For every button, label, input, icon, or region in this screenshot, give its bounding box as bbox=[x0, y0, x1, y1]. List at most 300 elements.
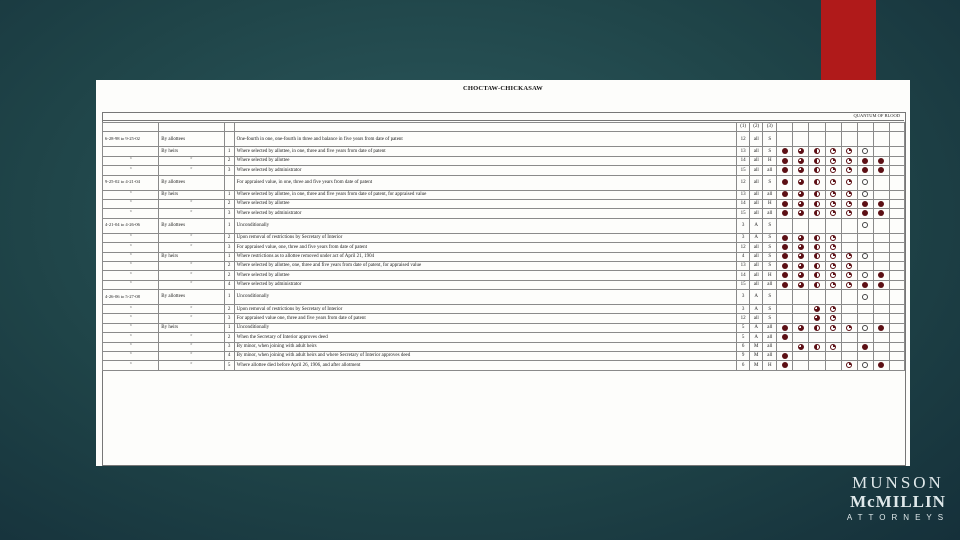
col3-cell: S bbox=[763, 218, 777, 233]
blood-quantum-cell bbox=[873, 352, 889, 361]
quantum-mark-icon bbox=[782, 325, 788, 331]
quantum-mark-icon bbox=[862, 167, 868, 173]
col3-cell: S bbox=[763, 290, 777, 305]
quantum-mark-icon bbox=[862, 148, 868, 154]
blood-quantum-cell bbox=[873, 323, 889, 332]
col3-cell: H bbox=[763, 199, 777, 208]
col3-cell: S bbox=[763, 132, 777, 147]
blood-quantum-cell bbox=[793, 166, 809, 175]
table-row bbox=[103, 271, 905, 280]
condition-cell: Upon removal of restrictions by Secretary of Interior bbox=[234, 305, 737, 314]
col2-cell: A bbox=[750, 305, 763, 314]
blood-quantum-cell bbox=[777, 352, 793, 361]
quantum-mark-icon bbox=[878, 362, 884, 368]
blood-quantum-cell bbox=[873, 252, 889, 261]
blood-quantum-cell bbox=[857, 314, 873, 323]
blood-quantum-cell bbox=[857, 352, 873, 361]
col3-cell: H bbox=[763, 156, 777, 165]
quantum-mark-icon bbox=[862, 294, 868, 300]
col1-cell: 14 bbox=[737, 199, 750, 208]
quantum-mark-icon bbox=[814, 253, 820, 259]
blood-quantum-cell bbox=[841, 314, 857, 323]
condition-cell: Where selected by allottee, in one, three and five years from date of patent bbox=[234, 147, 737, 156]
number-cell: 2 bbox=[224, 199, 234, 208]
col1-cell: 6 bbox=[737, 361, 750, 370]
col2-cell: M bbox=[750, 342, 763, 351]
quantum-mark-icon bbox=[862, 282, 868, 288]
quantum-mark-icon bbox=[814, 191, 820, 197]
grantor-cell: " bbox=[159, 342, 224, 351]
table-row bbox=[103, 209, 905, 218]
condition-cell: For appraised value, one, three and five years from date of patent bbox=[234, 243, 737, 252]
quantum-mark-icon bbox=[846, 325, 852, 331]
col1-cell: 14 bbox=[737, 156, 750, 165]
quantum-mark-icon bbox=[862, 179, 868, 185]
blood-quantum-cell bbox=[825, 199, 841, 208]
blood-quantum-cell bbox=[809, 271, 825, 280]
date-cell: " bbox=[103, 314, 159, 323]
blood-quantum-cell bbox=[889, 190, 904, 199]
quantum-mark-icon bbox=[830, 325, 836, 331]
grantor-cell: " bbox=[159, 243, 224, 252]
quantum-mark-icon bbox=[782, 362, 788, 368]
blood-quantum-cell bbox=[873, 314, 889, 323]
blood-quantum-cell bbox=[793, 361, 809, 370]
blood-quantum-cell bbox=[873, 342, 889, 351]
choctaw-chickasaw-table bbox=[102, 122, 905, 371]
blood-quantum-cell bbox=[841, 290, 857, 305]
blood-quantum-cell bbox=[873, 333, 889, 342]
date-cell: " bbox=[103, 361, 159, 370]
blood-quantum-cell bbox=[857, 323, 873, 332]
blood-quantum-cell bbox=[809, 233, 825, 242]
quantum-mark-icon bbox=[862, 222, 868, 228]
condition-cell: Unconditionally bbox=[234, 290, 737, 305]
blood-quantum-cell bbox=[777, 132, 793, 147]
blood-quantum-cell bbox=[873, 218, 889, 233]
quantum-mark-icon bbox=[782, 201, 788, 207]
col3-cell: all bbox=[763, 352, 777, 361]
grantor-cell: " bbox=[159, 361, 224, 370]
blood-quantum-cell bbox=[873, 156, 889, 165]
blood-quantum-cell bbox=[793, 305, 809, 314]
blood-quantum-cell bbox=[873, 233, 889, 242]
date-cell: 4-21-04 to 4-26-06 bbox=[103, 218, 159, 233]
quantum-mark-icon bbox=[830, 253, 836, 259]
col2-cell: A bbox=[750, 333, 763, 342]
number-cell: 2 bbox=[224, 271, 234, 280]
blood-quantum-cell bbox=[841, 233, 857, 242]
blood-quantum-cell bbox=[793, 175, 809, 190]
blood-quantum-cell bbox=[841, 209, 857, 218]
blood-quantum-cell bbox=[809, 352, 825, 361]
quantum-mark-icon bbox=[782, 353, 788, 359]
col2-cell: M bbox=[750, 361, 763, 370]
blood-quantum-cell bbox=[793, 132, 809, 147]
blood-quantum-cell bbox=[809, 280, 825, 289]
blood-quantum-cell bbox=[841, 147, 857, 156]
blood-quantum-cell bbox=[857, 233, 873, 242]
blood-quantum-cell bbox=[793, 147, 809, 156]
blood-quantum-cell bbox=[777, 280, 793, 289]
blood-quantum-cell bbox=[857, 261, 873, 270]
col1-cell: 13 bbox=[737, 190, 750, 199]
blood-quantum-cell bbox=[825, 175, 841, 190]
quantum-mark-icon bbox=[782, 167, 788, 173]
table-row bbox=[103, 342, 905, 351]
blood-quantum-cell bbox=[873, 175, 889, 190]
quantum-mark-icon bbox=[798, 158, 804, 164]
quantum-mark-icon bbox=[830, 263, 836, 269]
quantum-mark-icon bbox=[830, 344, 836, 350]
col3-cell: H bbox=[763, 271, 777, 280]
condition-cell: Upon removal of restrictions by Secretary of Interior bbox=[234, 233, 737, 242]
blood-quantum-cell bbox=[857, 333, 873, 342]
blood-quantum-cell bbox=[825, 132, 841, 147]
col1-cell: 14 bbox=[737, 271, 750, 280]
col1-cell: 15 bbox=[737, 280, 750, 289]
blood-quantum-cell bbox=[841, 361, 857, 370]
blood-quantum-cell bbox=[809, 209, 825, 218]
table-row bbox=[103, 361, 905, 370]
grantor-cell: " bbox=[159, 209, 224, 218]
blood-quantum-cell bbox=[793, 218, 809, 233]
table-row bbox=[103, 305, 905, 314]
blood-quantum-cell bbox=[793, 233, 809, 242]
blood-quantum-cell bbox=[825, 243, 841, 252]
col1-cell: 3 bbox=[737, 233, 750, 242]
blood-quantum-cell bbox=[825, 323, 841, 332]
red-accent-bar bbox=[821, 0, 876, 80]
col2-cell: all bbox=[750, 314, 763, 323]
col3-cell: S bbox=[763, 314, 777, 323]
blood-quantum-cell bbox=[889, 156, 904, 165]
document-image bbox=[96, 80, 910, 466]
date-cell: " bbox=[103, 166, 159, 175]
quantum-mark-icon bbox=[862, 191, 868, 197]
date-cell: " bbox=[103, 271, 159, 280]
blood-quantum-cell bbox=[841, 252, 857, 261]
number-cell: 3 bbox=[224, 314, 234, 323]
logo-line-1: MUNSON bbox=[852, 473, 944, 492]
blood-quantum-cell bbox=[857, 132, 873, 147]
col3-cell: S bbox=[763, 233, 777, 242]
table-row bbox=[103, 147, 905, 156]
quantum-mark-icon bbox=[846, 191, 852, 197]
blood-quantum-cell bbox=[793, 290, 809, 305]
quantum-mark-icon bbox=[814, 263, 820, 269]
number-cell: 2 bbox=[224, 333, 234, 342]
col2-cell: all bbox=[750, 209, 763, 218]
condition-cell: Where selected by allottee bbox=[234, 271, 737, 280]
quantum-mark-icon bbox=[846, 158, 852, 164]
table-row bbox=[103, 175, 905, 190]
blood-quantum-cell bbox=[809, 175, 825, 190]
number-cell bbox=[224, 175, 234, 190]
number-cell: 2 bbox=[224, 233, 234, 242]
quantum-mark-icon bbox=[830, 282, 836, 288]
quantum-mark-icon bbox=[798, 325, 804, 331]
quantum-mark-icon bbox=[878, 210, 884, 216]
blood-quantum-cell bbox=[793, 243, 809, 252]
blood-quantum-cell bbox=[777, 147, 793, 156]
quantum-mark-icon bbox=[782, 244, 788, 250]
blood-quantum-cell bbox=[777, 218, 793, 233]
table-row bbox=[103, 190, 905, 199]
col1-cell: 5 bbox=[737, 333, 750, 342]
blood-quantum-cell bbox=[857, 147, 873, 156]
col2-cell: all bbox=[750, 175, 763, 190]
table-row bbox=[103, 314, 905, 323]
quantum-mark-icon bbox=[846, 179, 852, 185]
grantor-cell: By allottees bbox=[159, 132, 224, 147]
blood-quantum-cell bbox=[825, 233, 841, 242]
quantum-mark-icon bbox=[830, 210, 836, 216]
number-cell: 1 bbox=[224, 218, 234, 233]
grantor-cell: " bbox=[159, 314, 224, 323]
blood-quantum-cell bbox=[889, 361, 904, 370]
blood-quantum-cell bbox=[873, 290, 889, 305]
document-title: CHOCTAW-CHICKASAW bbox=[463, 85, 543, 92]
date-cell: " bbox=[103, 252, 159, 261]
number-cell: 1 bbox=[224, 323, 234, 332]
col2-cell: A bbox=[750, 323, 763, 332]
quantum-mark-icon bbox=[782, 179, 788, 185]
condition-cell: Unconditionally bbox=[234, 218, 737, 233]
condition-cell: Where selected by administrator bbox=[234, 280, 737, 289]
col2-cell: all bbox=[750, 199, 763, 208]
blood-quantum-cell bbox=[857, 190, 873, 199]
col1-cell: 12 bbox=[737, 175, 750, 190]
table-row bbox=[103, 261, 905, 270]
quantum-mark-icon bbox=[830, 315, 836, 321]
col1-cell: 12 bbox=[737, 314, 750, 323]
quantum-mark-icon bbox=[782, 210, 788, 216]
quantum-mark-icon bbox=[798, 253, 804, 259]
blood-quantum-cell bbox=[825, 252, 841, 261]
col1-cell: 15 bbox=[737, 166, 750, 175]
quantum-mark-icon bbox=[782, 158, 788, 164]
quantum-mark-icon bbox=[814, 344, 820, 350]
quantum-mark-icon bbox=[846, 148, 852, 154]
blood-quantum-cell bbox=[841, 156, 857, 165]
table-row bbox=[103, 132, 905, 147]
column-header-1: (1) bbox=[737, 123, 750, 132]
grantor-cell: " bbox=[159, 271, 224, 280]
quantum-mark-icon bbox=[798, 244, 804, 250]
quantum-mark-icon bbox=[798, 272, 804, 278]
blood-quantum-cell bbox=[825, 290, 841, 305]
quantum-mark-icon bbox=[830, 272, 836, 278]
blood-quantum-cell bbox=[857, 209, 873, 218]
quantum-mark-icon bbox=[814, 282, 820, 288]
number-cell: 4 bbox=[224, 280, 234, 289]
blood-quantum-cell bbox=[777, 305, 793, 314]
blood-quantum-cell bbox=[857, 218, 873, 233]
quantum-mark-icon bbox=[862, 344, 868, 350]
blood-quantum-cell bbox=[777, 166, 793, 175]
blood-quantum-cell bbox=[809, 156, 825, 165]
number-cell: 2 bbox=[224, 305, 234, 314]
blood-quantum-cell bbox=[777, 333, 793, 342]
blood-quantum-cell bbox=[809, 290, 825, 305]
quantum-mark-icon bbox=[798, 201, 804, 207]
blood-quantum-cell bbox=[809, 261, 825, 270]
blood-quantum-cell bbox=[777, 290, 793, 305]
blood-quantum-cell bbox=[841, 305, 857, 314]
date-cell: " bbox=[103, 209, 159, 218]
blood-quantum-cell bbox=[777, 233, 793, 242]
blood-quantum-cell bbox=[889, 209, 904, 218]
grantor-cell: " bbox=[159, 261, 224, 270]
blood-quantum-cell bbox=[777, 209, 793, 218]
blood-quantum-cell bbox=[793, 271, 809, 280]
quantum-mark-icon bbox=[814, 315, 820, 321]
col3-cell: H bbox=[763, 361, 777, 370]
blood-quantum-cell bbox=[825, 352, 841, 361]
blood-quantum-cell bbox=[809, 218, 825, 233]
blood-quantum-cell bbox=[889, 333, 904, 342]
quantum-mark-icon bbox=[782, 272, 788, 278]
blood-quantum-cell bbox=[889, 352, 904, 361]
blood-quantum-cell bbox=[825, 305, 841, 314]
quantum-mark-icon bbox=[782, 148, 788, 154]
col2-cell: A bbox=[750, 290, 763, 305]
col1-cell: 13 bbox=[737, 261, 750, 270]
quantum-mark-icon bbox=[814, 179, 820, 185]
grantor-cell: " bbox=[159, 199, 224, 208]
col2-cell: all bbox=[750, 147, 763, 156]
blood-quantum-cell bbox=[809, 342, 825, 351]
quantum-mark-icon bbox=[830, 191, 836, 197]
col1-cell: 3 bbox=[737, 290, 750, 305]
blood-quantum-cell bbox=[809, 252, 825, 261]
blood-quantum-cell bbox=[793, 352, 809, 361]
condition-cell: Where selected by allottee bbox=[234, 156, 737, 165]
blood-quantum-cell bbox=[777, 271, 793, 280]
column-header-2: (2) bbox=[750, 123, 763, 132]
blood-quantum-cell bbox=[793, 190, 809, 199]
blood-quantum-cell bbox=[777, 252, 793, 261]
blood-quantum-cell bbox=[841, 243, 857, 252]
col3-cell: S bbox=[763, 147, 777, 156]
col2-cell: all bbox=[750, 252, 763, 261]
blood-quantum-cell bbox=[841, 218, 857, 233]
quantum-mark-icon bbox=[814, 235, 820, 241]
col3-cell: all bbox=[763, 342, 777, 351]
col2-cell: all bbox=[750, 261, 763, 270]
quantum-mark-icon bbox=[862, 210, 868, 216]
blood-quantum-cell bbox=[889, 199, 904, 208]
date-cell: " bbox=[103, 323, 159, 332]
blood-quantum-cell bbox=[825, 218, 841, 233]
quantum-mark-icon bbox=[846, 201, 852, 207]
blood-quantum-cell bbox=[873, 271, 889, 280]
quantum-mark-icon bbox=[798, 344, 804, 350]
condition-cell: By minor, when joining with adult heirs bbox=[234, 342, 737, 351]
blood-quantum-cell bbox=[793, 156, 809, 165]
quantum-mark-icon bbox=[878, 158, 884, 164]
blood-quantum-cell bbox=[825, 271, 841, 280]
blood-quantum-cell bbox=[889, 271, 904, 280]
quantum-mark-icon bbox=[814, 167, 820, 173]
blood-quantum-cell bbox=[825, 156, 841, 165]
table-row bbox=[103, 218, 905, 233]
blood-quantum-cell bbox=[889, 280, 904, 289]
table-row bbox=[103, 280, 905, 289]
number-cell: 3 bbox=[224, 243, 234, 252]
blood-quantum-cell bbox=[809, 361, 825, 370]
quantum-mark-icon bbox=[798, 179, 804, 185]
quantum-mark-icon bbox=[878, 272, 884, 278]
blood-quantum-cell bbox=[873, 166, 889, 175]
blood-quantum-cell bbox=[777, 314, 793, 323]
quantum-mark-icon bbox=[878, 325, 884, 331]
col1-cell: 15 bbox=[737, 209, 750, 218]
quantum-mark-icon bbox=[878, 282, 884, 288]
number-cell: 2 bbox=[224, 261, 234, 270]
col1-cell: 5 bbox=[737, 323, 750, 332]
col1-cell: 12 bbox=[737, 243, 750, 252]
blood-quantum-cell bbox=[825, 190, 841, 199]
blood-quantum-cell bbox=[777, 243, 793, 252]
blood-quantum-cell bbox=[873, 261, 889, 270]
condition-cell: For appraised value one, three and five years from date of patent bbox=[234, 314, 737, 323]
blood-quantum-cell bbox=[841, 190, 857, 199]
col1-cell: 3 bbox=[737, 305, 750, 314]
col3-cell: all bbox=[763, 323, 777, 332]
quantum-mark-icon bbox=[846, 253, 852, 259]
blood-quantum-cell bbox=[873, 209, 889, 218]
quantum-mark-icon bbox=[782, 191, 788, 197]
col3-cell: S bbox=[763, 305, 777, 314]
number-cell: 1 bbox=[224, 190, 234, 199]
table-row bbox=[103, 243, 905, 252]
grantor-cell: By heirs bbox=[159, 252, 224, 261]
quantum-mark-icon bbox=[830, 244, 836, 250]
quantum-mark-icon bbox=[862, 201, 868, 207]
blood-quantum-cell bbox=[777, 156, 793, 165]
blood-quantum-cell bbox=[825, 342, 841, 351]
grantor-cell: " bbox=[159, 156, 224, 165]
col2-cell: M bbox=[750, 352, 763, 361]
blood-quantum-cell bbox=[873, 361, 889, 370]
quantum-mark-icon bbox=[862, 272, 868, 278]
number-cell: 5 bbox=[224, 361, 234, 370]
blood-quantum-cell bbox=[777, 190, 793, 199]
blood-quantum-cell bbox=[793, 342, 809, 351]
condition-cell: Where selected by allottee, one, three and five years from date of patent, for appraised value bbox=[234, 261, 737, 270]
col3-cell: all bbox=[763, 166, 777, 175]
blood-quantum-cell bbox=[809, 305, 825, 314]
quantum-mark-icon bbox=[814, 244, 820, 250]
col2-cell: A bbox=[750, 218, 763, 233]
col3-cell: S bbox=[763, 175, 777, 190]
table-row bbox=[103, 333, 905, 342]
quantum-mark-icon bbox=[846, 167, 852, 173]
table-row bbox=[103, 166, 905, 175]
blood-quantum-cell bbox=[777, 175, 793, 190]
col3-cell: S bbox=[763, 261, 777, 270]
number-cell: 1 bbox=[224, 290, 234, 305]
quantum-of-blood-label: QUANTUM OF BLOOD bbox=[853, 113, 900, 118]
date-cell: " bbox=[103, 261, 159, 270]
table-row bbox=[103, 290, 905, 305]
table-row bbox=[103, 233, 905, 242]
col3-cell: all bbox=[763, 190, 777, 199]
blood-quantum-cell bbox=[825, 261, 841, 270]
blood-quantum-cell bbox=[841, 166, 857, 175]
